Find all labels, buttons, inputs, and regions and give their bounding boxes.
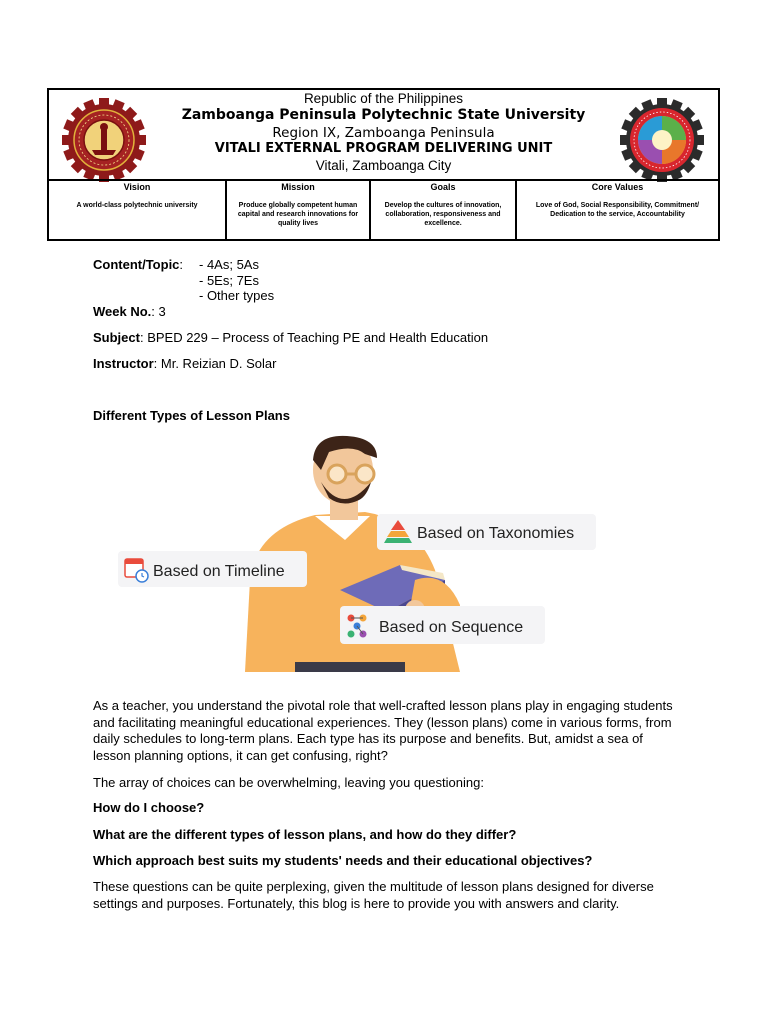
goals-title: Goals: [430, 182, 456, 192]
topic-item: - 4As; 5As: [199, 257, 259, 272]
city-line: Vitali, Zamboanga City: [315, 158, 452, 173]
chip-taxonomies-label: Based on Taxonomies: [417, 525, 575, 542]
chip-sequence-label: Based on Sequence: [379, 619, 524, 636]
topic-item: - Other types: [199, 288, 275, 304]
mission-text: Produce globally competent human capital and research innovations for quality lives: [237, 202, 359, 227]
chip-timeline: [118, 551, 307, 587]
unit-name: VITALI EXTERNAL PROGRAM DELIVERING UNIT: [214, 141, 553, 156]
goals-cell: [369, 181, 515, 241]
section-title: Different Types of Lesson Plans: [93, 408, 290, 423]
core-values-cell: [515, 181, 718, 241]
subject-label: Subject: [93, 330, 140, 345]
mission-title: Mission: [281, 182, 315, 192]
university-name: Zamboanga Peninsula Polytechnic State University: [181, 107, 586, 123]
content-topic-list: [199, 257, 274, 304]
intro-paragraph: As a teacher, you understand the pivotal role that well-crafted lesson plans play in engaging students and facilitating meaningful educational experiences. They (lesson plans) come in various forms, from daily schedules to long-term plans. Each type has its purpose and benefits. But, amidst a sea of lesson planning options, it can get confusing, right?: [93, 698, 673, 763]
closing-paragraph: These questions can be quite perplexing, given the multitude of lesson plans designed for diverse settings and purposes. Fortunately, this blog is here to provide you with answers and clarity.: [93, 879, 654, 911]
week-value: : 3: [151, 304, 166, 319]
region-line: Region IX, Zamboanga Peninsula: [272, 125, 495, 141]
instructor-label: Instructor: [93, 356, 154, 371]
chip-sequence: [340, 606, 545, 644]
teacher-illustration: [115, 430, 605, 672]
vision-text: A world-class polytechnic university: [76, 202, 198, 209]
instructor-value: : Mr. Reizian D. Solar: [153, 356, 277, 371]
university-header: [47, 88, 720, 241]
vision-title: Vision: [123, 182, 151, 192]
topic-item: - 5Es; 7Es: [199, 272, 259, 288]
content-topic-label: Content/Topic:: [93, 257, 184, 272]
republic-line: Republic of the Philippines: [303, 91, 464, 106]
chip-timeline-label: Based on Timeline: [153, 563, 285, 580]
subject-value: : BPED 229 – Process of Teaching PE and Health Education: [139, 330, 489, 345]
choices-paragraph: The array of choices can be overwhelming, leaving you questioning:: [93, 775, 484, 790]
core-values-title: Core Values: [591, 182, 644, 192]
question-3: Which approach best suits my students' needs and their educational objectives?: [93, 853, 593, 868]
core-values-text: Love of God, Social Responsibility, Commitment/ Dedication to the service, Accountability: [535, 202, 700, 218]
instructor-line: [93, 356, 277, 371]
goals-text: Develop the cultures of innovation, collaboration, responsiveness and excellence.: [384, 202, 502, 227]
vmgc-table: [49, 179, 718, 241]
glasses-left: [328, 465, 346, 483]
mission-cell: [225, 181, 369, 241]
vision-cell: [49, 181, 225, 241]
question-1: How do I choose?: [93, 800, 205, 815]
subject-line: [93, 330, 488, 345]
glasses-right: [356, 465, 374, 483]
week-line: [93, 304, 166, 319]
question-2: What are the different types of lesson plans, and how do they differ?: [93, 827, 517, 842]
week-label: Week No.: [93, 304, 152, 319]
vitali-epdu-seal-logo: [617, 98, 707, 182]
chip-taxonomies: [377, 514, 596, 550]
